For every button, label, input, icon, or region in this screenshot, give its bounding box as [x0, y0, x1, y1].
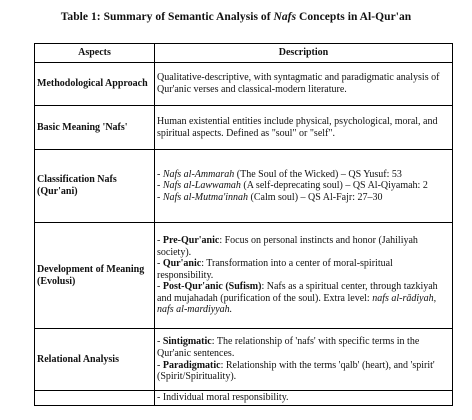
relation-text: : The relationship of 'nafs' with specific terms in the Qur'anic sentences. — [157, 336, 420, 359]
table-header-row — [35, 44, 453, 63]
phase-text: : Nafs as a spiritual center, through tazkiyah and mujahadah (purification of the soul). Extra level: — [157, 281, 438, 304]
aspect-cell: Basic Meaning 'Nafs' — [35, 106, 155, 150]
caption-prefix: Table 1: Summary of Semantic Analysis of — [60, 11, 274, 23]
relation-label: Sintigmatic — [162, 336, 212, 348]
list-item: - Pre-Qur'anic: Focus on personal instincts and honor (Jahiliyah society). — [157, 234, 418, 258]
nafs-text: (A self-deprecating soul) – QS Al-Qiyamah: 2 — [240, 180, 428, 192]
nafs-term: Nafs al-Mutma'innah — [162, 191, 249, 203]
aspect-cell: Methodological Approach — [35, 63, 155, 106]
table-row — [35, 106, 453, 150]
aspect-cell: Relational Analysis — [35, 329, 155, 391]
description-cell: Qualitative-descriptive, with syntagmatic and paradigmatic analysis of Qur'anic verses and classical-modern literature. — [155, 63, 453, 106]
table-caption — [0, 11, 472, 23]
list-item: - Post-Qur'anic (Sufism): Nafs as a spiritual center, through tazkiyah and mujahadah (purification of the soul). Extra level: nafs al-rādiyah, nafs al-mardiyyah. — [157, 281, 438, 316]
nafs-term: Nafs al-Ammarah — [162, 168, 235, 180]
caption-suffix: Concepts in Al-Qur'an — [296, 11, 412, 23]
description-cell: Human existential entities include physical, psychological, moral, and spiritual aspects. Defined as "soul" or "self". — [155, 106, 453, 150]
aspect-cell: Development of Meaning (Evolusi) — [35, 223, 155, 329]
list-item: - Nafs al-Mutma'innah (Calm soul) – QS Al-Fajr: 27–30 — [157, 191, 383, 203]
description-cell — [155, 329, 453, 391]
phase-text: : Transformation into a center of moral-spiritual responsibility. — [157, 258, 393, 281]
extra-levels: nafs al-rādiyah, nafs al-mardiyyah. — [157, 292, 437, 316]
table-row — [35, 63, 453, 106]
list-item: - Nafs al-Lawwamah (A self-deprecating soul) – QS Al-Qiyamah: 2 — [157, 180, 428, 192]
relation-text: : Relationship with the terms 'qalb' (heart), and 'spirit' (Spirit/Spirituality). — [157, 359, 435, 383]
nafs-text: (Calm soul) – QS Al-Fajr: 27–30 — [248, 191, 383, 203]
description-cell — [155, 150, 453, 223]
list-item: - Qur'anic: Transformation into a center of moral-spiritual responsibility. — [157, 258, 393, 281]
table-row — [35, 391, 453, 406]
semantic-analysis-table — [34, 43, 453, 406]
nafs-text: (The Soul of the Wicked) – QS Yusuf: 53 — [234, 168, 402, 180]
table-row — [35, 329, 453, 391]
caption-term: Nafs — [273, 11, 297, 23]
nafs-term: Nafs al-Lawwamah — [162, 180, 241, 192]
phase-label: Pre-Qur'anic — [162, 234, 220, 246]
list-item: - Paradigmatic: Relationship with the terms 'qalb' (heart), and 'spirit' (Spirit/Spirituality). — [157, 359, 435, 383]
description-cell — [155, 223, 453, 329]
phase-label: Qur'anic — [162, 258, 202, 270]
aspect-cell: Classification Nafs (Qur'ani) — [35, 150, 155, 223]
header-aspects: Aspects — [35, 44, 155, 63]
description-cell: - Individual moral responsibility. — [155, 391, 453, 406]
header-description: Description — [155, 44, 453, 63]
relation-label: Paradigmatic — [162, 359, 221, 371]
aspect-cell — [35, 391, 155, 406]
table-row — [35, 223, 453, 329]
table-row — [35, 150, 453, 223]
list-item: - Nafs al-Ammarah (The Soul of the Wicked) – QS Yusuf: 53 — [157, 168, 402, 180]
list-item: - Sintigmatic: The relationship of 'nafs' with specific terms in the Qur'anic sentences. — [157, 336, 420, 359]
phase-label: Post-Qur'anic (Sufism) — [162, 281, 262, 293]
phase-text: : Focus on personal instincts and honor (Jahiliyah society). — [157, 234, 418, 258]
